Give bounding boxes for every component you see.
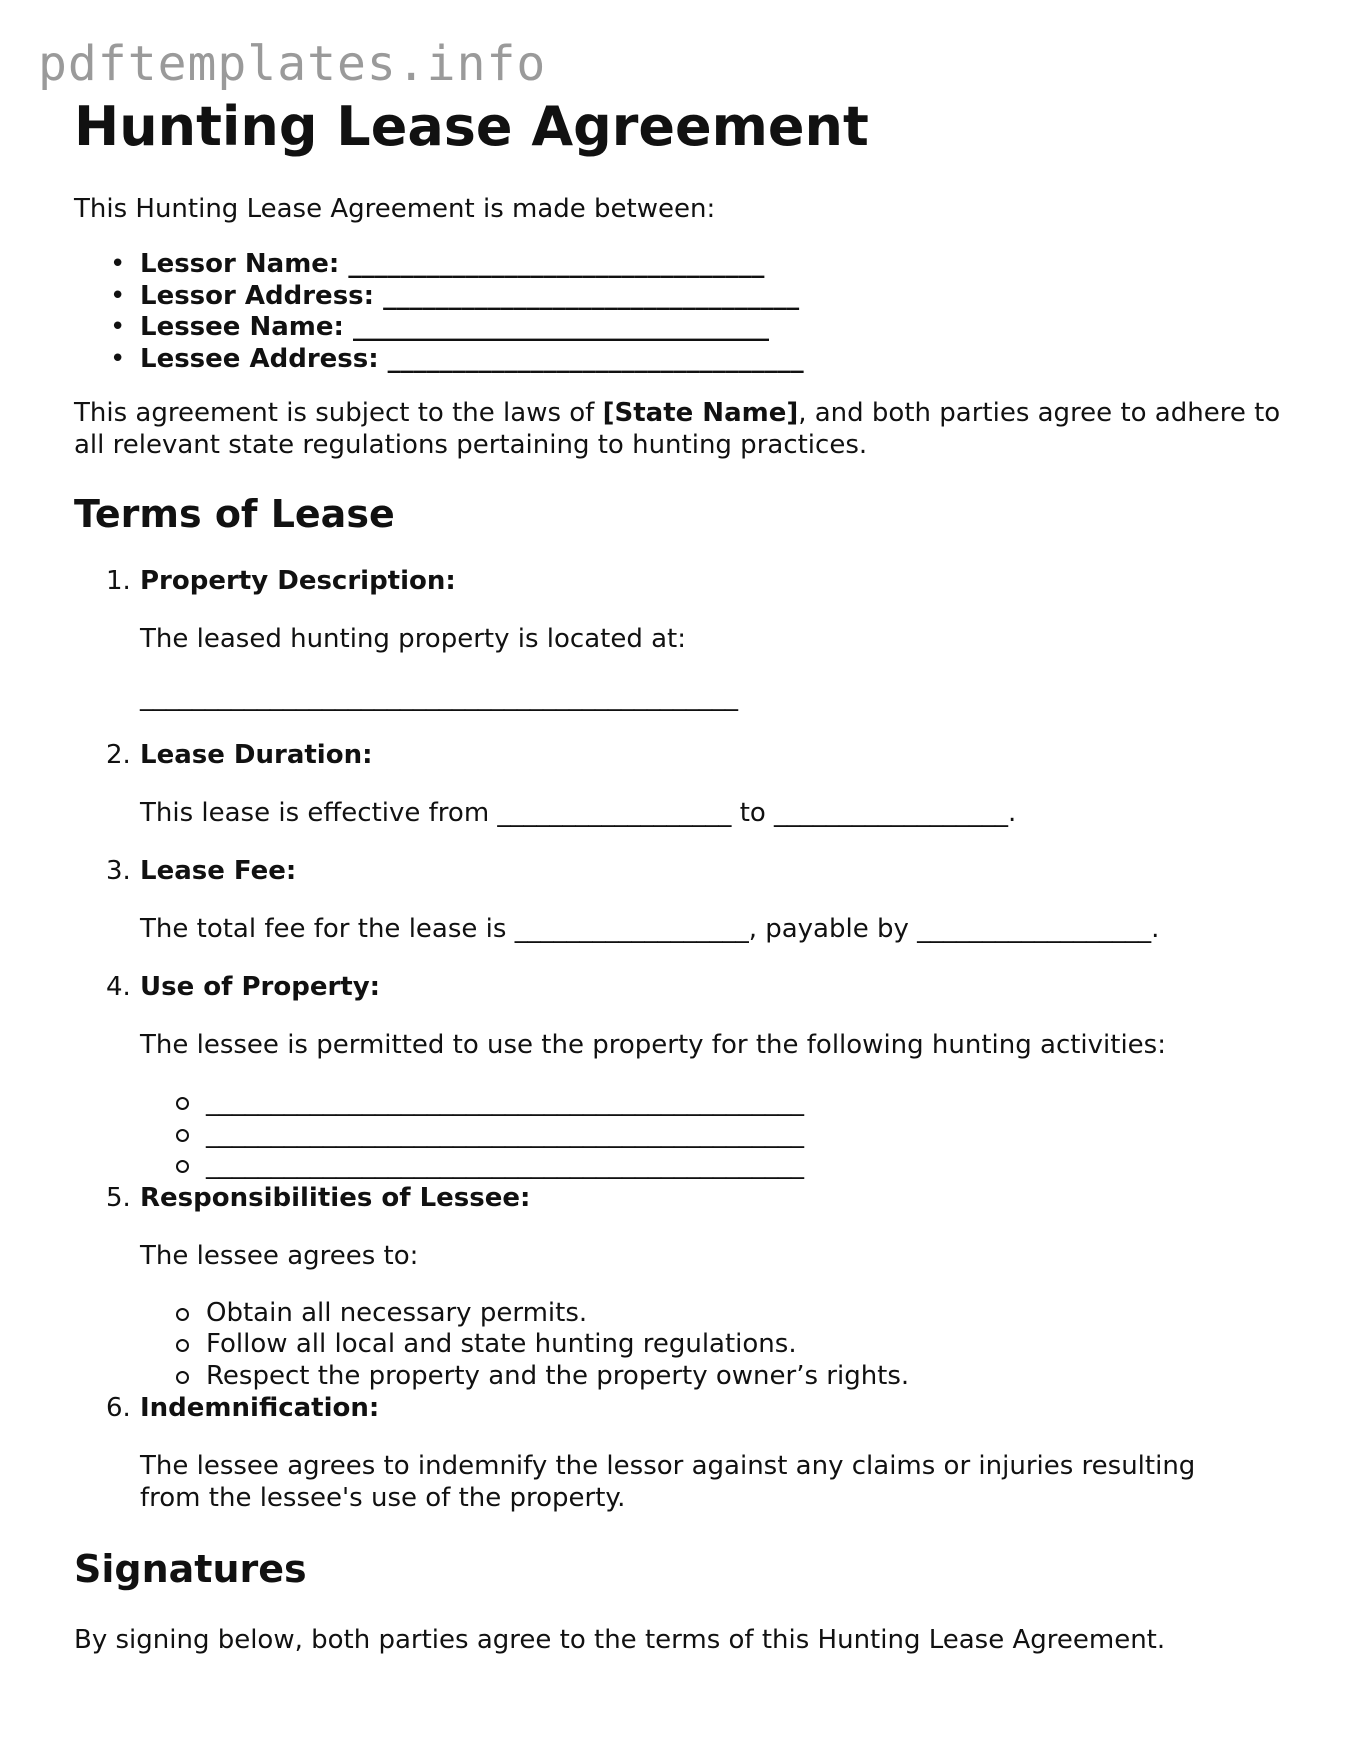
circle-bullet-icon [176, 1339, 189, 1352]
circle-bullet-icon [176, 1129, 189, 1142]
intro-paragraph: This Hunting Lease Agreement is made between: [74, 194, 716, 224]
term-number: 4. [106, 972, 131, 1002]
bullet-icon: • [110, 249, 126, 279]
document-title: Hunting Lease Agreement [74, 95, 869, 158]
term-lease-fee [106, 855, 1284, 945]
term-title [106, 565, 1284, 597]
governing-law-paragraph [74, 397, 1284, 461]
term-use-of-property [106, 971, 1284, 1182]
party-text: Lessor Address: ________________________________ [140, 280, 800, 311]
term-indemnification [106, 1392, 1284, 1514]
signatures-paragraph: By signing below, both parties agree to the terms of this Hunting Lease Agreement. [74, 1625, 1166, 1655]
term-body: The total fee for the lease is __________________, payable by __________________. [140, 914, 1160, 944]
party-text: Lessee Address: ________________________________ [140, 343, 804, 374]
terms-heading: Terms of Lease [74, 492, 395, 536]
activities-list [140, 1087, 1284, 1182]
activity-blank [206, 1119, 1284, 1151]
term-title [106, 1182, 1284, 1214]
state-name-placeholder: [State Name] [602, 398, 799, 428]
term-body: The leased hunting property is located at: [140, 624, 686, 654]
term-title-text: Use of Property: [140, 972, 381, 1002]
responsibilities-list [140, 1298, 1284, 1393]
party-lessee-address [110, 343, 1284, 376]
circle-bullet-icon [176, 1308, 189, 1321]
term-title [106, 971, 1284, 1003]
party-text: Lessee Name: ________________________________ [140, 312, 769, 342]
terms-list [74, 565, 1284, 1514]
term-number: 5. [106, 1182, 131, 1213]
circle-bullet-icon [176, 1371, 189, 1384]
party-text: Lessor Name: ________________________________ [140, 249, 765, 279]
term-title-text: Responsibilities of Lessee: [140, 1182, 531, 1213]
party-lessor-address [110, 280, 1284, 313]
document-page [74, 95, 1284, 1656]
term-title [106, 739, 1284, 771]
term-number: 2. [106, 740, 131, 770]
term-body: The lessee is permitted to use the property for the following hunting activities: [140, 1030, 1166, 1060]
term-body: This lease is effective from __________________ to __________________. [140, 798, 1017, 828]
term-property-description [106, 565, 1284, 713]
responsibility-text: Respect the property and the property owner’s rights. [206, 1360, 910, 1391]
term-number: 1. [106, 566, 131, 596]
bullet-icon: • [110, 312, 126, 342]
party-lessee-name [110, 312, 1284, 344]
term-body: The lessee agrees to: [140, 1240, 419, 1271]
property-location-blank: ______________________________________________ [140, 682, 738, 712]
activity-text: ______________________________________________ [206, 1087, 804, 1117]
term-responsibilities [106, 1182, 1284, 1393]
term-title-text: Property Description: [140, 566, 456, 596]
activity-text: ______________________________________________ [206, 1118, 804, 1149]
circle-bullet-icon [176, 1160, 189, 1173]
activity-blank [206, 1087, 1284, 1119]
responsibility-text: Follow all local and state hunting regulations. [206, 1329, 797, 1359]
term-number: 3. [106, 856, 131, 886]
activity-blank [206, 1150, 1284, 1182]
circle-bullet-icon [176, 1097, 189, 1110]
party-lessor-name [110, 249, 1284, 281]
responsibility-item [206, 1329, 1284, 1361]
term-lease-duration [106, 739, 1284, 829]
term-number: 6. [106, 1393, 131, 1423]
responsibility-item [206, 1361, 1284, 1393]
law-text-after: , and both parties agree to adhere to all relevant state regulations pertaining to hunting practices. [74, 398, 1281, 460]
law-text-before: This agreement is subject to the laws of [74, 398, 603, 428]
term-title-text: Lease Duration: [140, 740, 373, 770]
term-body: The lessee agrees to indemnify the lessor against any claims or injuries resulting from the lessee's use of the property. [140, 1451, 1196, 1513]
term-title-text: Lease Fee: [140, 856, 297, 886]
bullet-icon: • [110, 280, 126, 311]
bullet-icon: • [110, 343, 126, 374]
responsibility-text: Obtain all necessary permits. [206, 1297, 588, 1328]
term-title [106, 855, 1284, 887]
activity-text: ______________________________________________ [206, 1150, 804, 1180]
signatures-heading: Signatures [74, 1547, 307, 1591]
term-title [106, 1392, 1284, 1424]
term-title-text: Indemnification: [140, 1393, 380, 1423]
responsibility-item [206, 1298, 1284, 1330]
parties-list [74, 249, 1284, 375]
watermark-text: pdftemplates.info [38, 36, 547, 92]
